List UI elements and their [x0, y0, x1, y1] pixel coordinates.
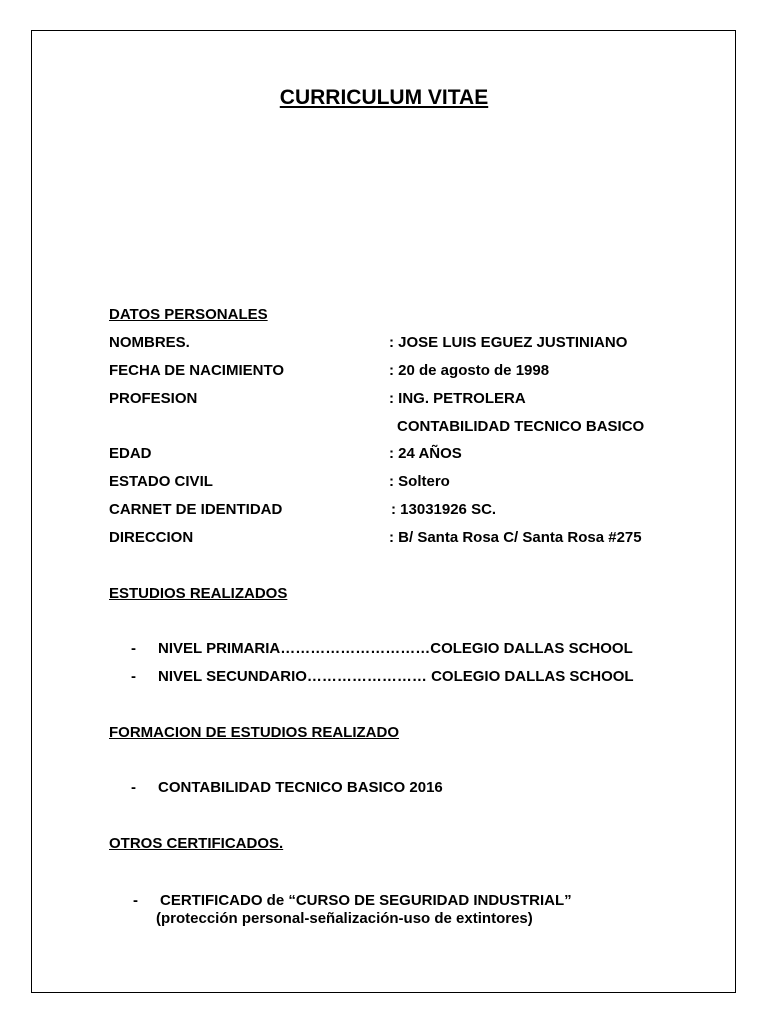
- bullet-dash: -: [131, 779, 136, 796]
- label-nombres: NOMBRES.: [109, 334, 190, 351]
- label-edad: EDAD: [109, 445, 152, 462]
- section-heading-certificados: OTROS CERTIFICADOS.: [109, 835, 284, 852]
- estudio-primaria: NIVEL PRIMARIA…………………………COLEGIO DALLAS SCHOOL: [158, 640, 633, 657]
- section-heading-formacion: FORMACION DE ESTUDIOS REALIZADO: [109, 724, 400, 741]
- bullet-dash: -: [131, 640, 136, 657]
- value-fecha-nacimiento: : 20 de agosto de 1998: [389, 362, 550, 379]
- section-heading-estudios: ESTUDIOS REALIZADOS: [109, 585, 288, 602]
- certificado-detalle: (protección personal-señalización-uso de extintores): [156, 910, 533, 927]
- label-direccion: DIRECCION: [109, 529, 194, 546]
- value-carnet: : 13031926 SC.: [391, 501, 497, 518]
- label-estado-civil: ESTADO CIVIL: [109, 473, 213, 490]
- label-profesion: PROFESION: [109, 390, 198, 407]
- value-edad: : 24 AÑOS: [389, 445, 462, 462]
- value-nombres: : JOSE LUIS EGUEZ JUSTINIANO: [389, 334, 628, 351]
- estudio-secundaria: NIVEL SECUNDARIO…………………… COLEGIO DALLAS SCHOOL: [158, 668, 634, 685]
- value-estado-civil: : Soltero: [389, 473, 450, 490]
- document-title: CURRICULUM VITAE: [279, 86, 489, 109]
- bullet-dash: -: [133, 892, 138, 909]
- value-direccion: : B/ Santa Rosa C/ Santa Rosa #275: [389, 529, 642, 546]
- label-carnet: CARNET DE IDENTIDAD: [109, 501, 283, 518]
- certificado-seguridad: CERTIFICADO de “CURSO DE SEGURIDAD INDUSTRIAL”: [160, 892, 572, 909]
- value-profesion-2: CONTABILIDAD TECNICO BASICO: [397, 418, 645, 435]
- label-fecha-nacimiento: FECHA DE NACIMIENTO: [109, 362, 285, 379]
- section-heading-datos-personales: DATOS PERSONALES: [109, 306, 268, 323]
- formacion-contabilidad: CONTABILIDAD TECNICO BASICO 2016: [158, 779, 443, 796]
- bullet-dash: -: [131, 668, 136, 685]
- value-profesion: : ING. PETROLERA: [389, 390, 526, 407]
